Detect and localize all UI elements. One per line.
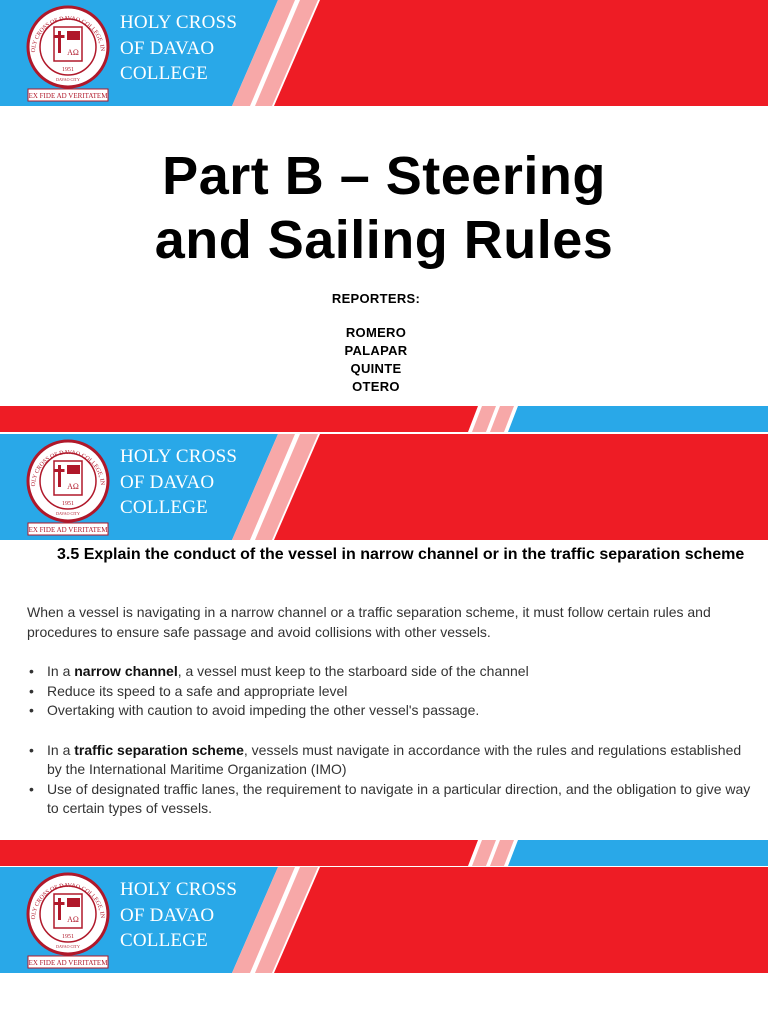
intro-paragraph: When a vessel is navigating in a narrow channel or a traffic separation scheme, it must follow certain rules and procedures to ensure safe passage and avoid collisions with other vessels. xyxy=(27,604,711,640)
reporters-block xyxy=(0,290,752,396)
reporter-name: OTERO xyxy=(352,379,400,394)
svg-text:1951: 1951 xyxy=(62,934,74,940)
reporter-name: QUINTE xyxy=(350,361,402,376)
college-seal xyxy=(26,5,110,103)
college-header xyxy=(0,867,768,973)
svg-text:AΩ: AΩ xyxy=(67,48,79,57)
svg-text:AΩ: AΩ xyxy=(67,482,79,491)
svg-text:HOLY CROSS OF DAVAO COLLEGE, I: OLY CROSS OF DAVAO COLLEGE, IN xyxy=(30,15,105,53)
tss-list xyxy=(27,741,757,819)
svg-text:DAVAO CITY: DAVAO CITY xyxy=(56,944,80,949)
college-header xyxy=(0,434,768,540)
svg-text:AΩ: AΩ xyxy=(67,915,79,924)
svg-text:DAVAO CITY: DAVAO CITY xyxy=(56,511,80,516)
svg-text:EX FIDE AD VERITATEM: EX FIDE AD VERITATEM xyxy=(28,959,108,967)
list-item: • In a narrow channel, a vessel must keep to the starboard side of the channel xyxy=(27,662,757,682)
header-band xyxy=(0,0,768,106)
college-header xyxy=(0,0,768,106)
header-band xyxy=(0,867,768,973)
svg-text:HOLY CROSS OF DAVAO COLLEGE, I: OLY CROSS OF DAVAO COLLEGE, IN xyxy=(30,882,105,920)
slide-footer-band xyxy=(0,840,768,866)
slide-title: Part B – Steering and Sailing Rules xyxy=(154,146,614,270)
section-heading: 3.5 Explain the conduct of the vessel in narrow channel or in the traffic separation scheme xyxy=(57,546,745,563)
slide-footer-band xyxy=(0,406,768,432)
college-seal xyxy=(26,872,110,970)
college-name: HOLY CROSS OF DAVAO COLLEGE xyxy=(120,12,238,84)
svg-text:EX FIDE AD VERITATEM: EX FIDE AD VERITATEM xyxy=(28,92,108,100)
reporter-name: ROMERO xyxy=(345,325,407,340)
reporters-list xyxy=(0,324,752,396)
reporters-label: REPORTERS: xyxy=(331,291,421,306)
college-name: HOLY CROSS OF DAVAO COLLEGE xyxy=(120,446,238,518)
list-item: • In a traffic separation scheme, vessels must navigate in accordance with the rules and regulations established by the International Maritime Organization (IMO) xyxy=(27,741,757,780)
svg-text:1951: 1951 xyxy=(62,501,74,507)
list-item: • Use of designated traffic lanes, the requirement to navigate in a particular direction, and the obligation to give way to certain types of vessels. xyxy=(27,780,757,819)
svg-text:EX FIDE AD VERITATEM: EX FIDE AD VERITATEM xyxy=(28,526,108,534)
list-item: • Reduce its speed to a safe and appropriate level xyxy=(27,682,757,702)
narrow-channel-list xyxy=(27,662,757,721)
college-seal xyxy=(26,439,110,537)
college-name: HOLY CROSS OF DAVAO COLLEGE xyxy=(120,879,238,951)
slide-body xyxy=(27,603,757,819)
svg-text:1951: 1951 xyxy=(62,67,74,73)
svg-text:HOLY CROSS OF DAVAO COLLEGE, I: OLY CROSS OF DAVAO COLLEGE, IN xyxy=(30,449,105,487)
reporter-name: PALAPAR xyxy=(344,343,408,358)
header-band xyxy=(0,434,768,540)
svg-text:DAVAO CITY: DAVAO CITY xyxy=(56,77,80,82)
list-item: • Overtaking with caution to avoid impeding the other vessel's passage. xyxy=(27,701,757,721)
